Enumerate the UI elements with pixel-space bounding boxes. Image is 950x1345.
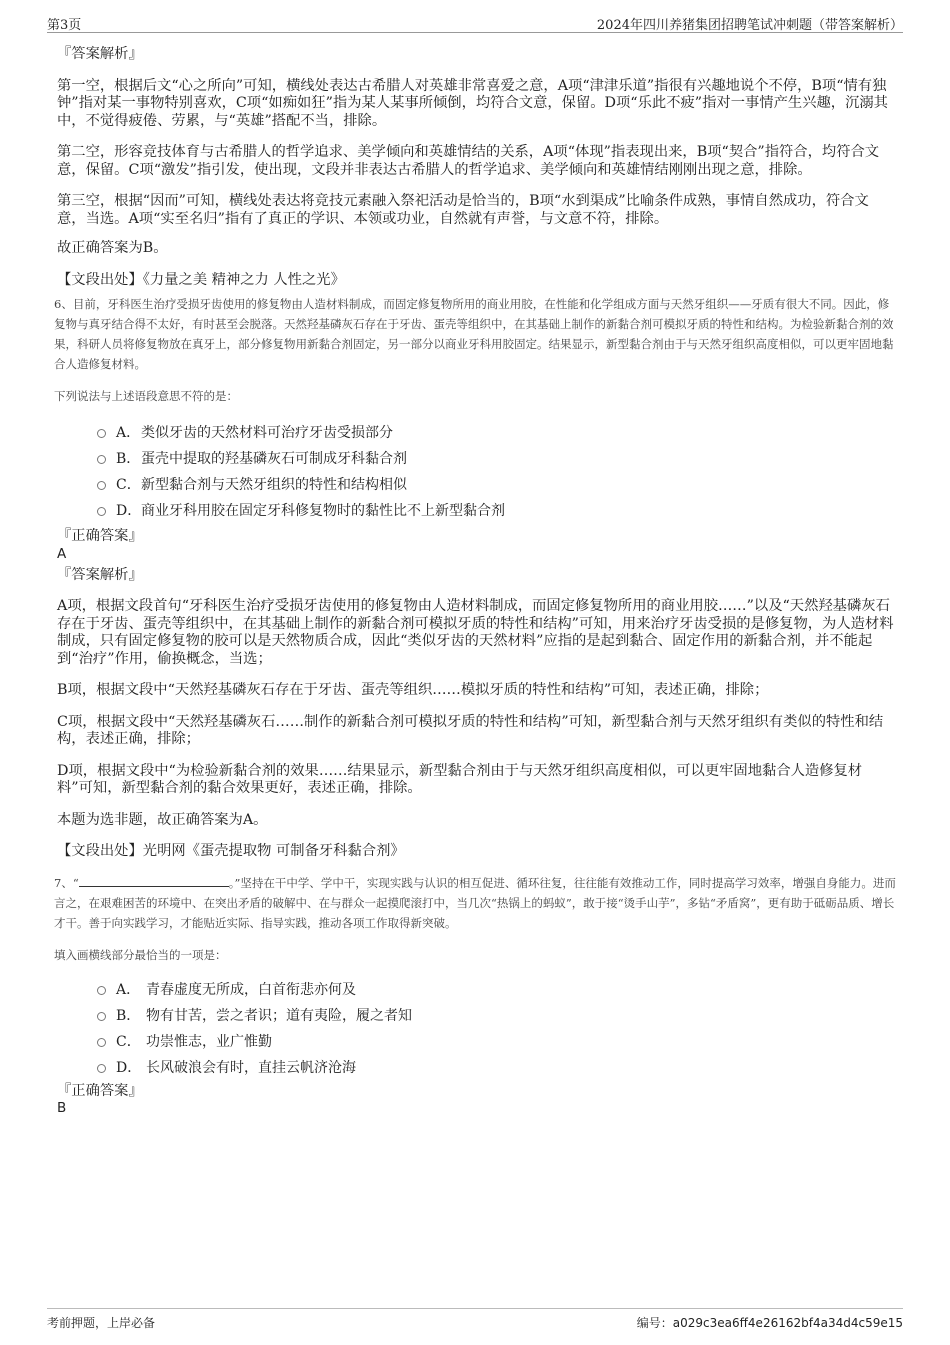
q7-option-b[interactable]: B． 物有甘苦，尝之者识；道有夷险，履之者知: [0, 1003, 897, 1029]
q7-prompt: 填入画横线部分最恰当的一项是：: [54, 947, 227, 962]
q6-analysis-d: D项，根据文段中“为检验新黏合剂的效果……结果显示，新型黏合剂由于与天然牙组织高度相似，可以更牢固地黏合人造修复材料”可知，新型黏合剂的黏合效果更好，表述正确，排除。: [57, 762, 863, 796]
radio-icon[interactable]: [97, 455, 106, 464]
q5-analysis-para-2: 第二空，形容竞技体育与古希腊人的哲学追求、美学倾向和英雄情结的关系，A项“体现”指表现出来，B项“契合”指符合，均符合文意，保留。C项“激发”指引发，使出现，文段并非表达古希腊人的哲学追求、美学倾向和英雄情结刚刚出现之意，排除。: [57, 144, 880, 178]
q6-analysis-c: C项，根据文段中“天然羟基磷灰石……制作的新黏合剂可模拟牙质的特性和结构”可知，新型黏合剂与天然牙组织有类似的特性和结构，表述正确，排除；: [57, 713, 884, 747]
q5-conclusion: 故正确答案为B。: [57, 240, 168, 256]
q5-source: 【文段出处】《力量之美 精神之力 人性之光》: [57, 271, 345, 288]
q6-option-a[interactable]: A． 类似牙齿的天然材料可治疗牙齿受损部分: [0, 420, 897, 446]
radio-icon[interactable]: [97, 986, 106, 995]
q6-stem: 6、目前，牙科医生治疗受损牙齿使用的修复物由人造材料制成，而固定修复物所用的商业用胶，在性能和化学组成方面与天然牙组织——牙质有很大不同。因此，修复物与真牙结合得不太好，有时甚至会脱落。天然羟基磷灰石存在于牙齿、蛋壳等组织中，在其基础上制作的新黏合剂可模拟牙质的特性和结构。为检验新黏合剂的效果，科研人员将修复物放在真牙上，部分修复物用新黏合剂固定，另一部分以商业牙科用胶固定。结果显示，新型黏合剂由于与天然牙组织高度相似，可以更牢固地黏合人造修复材料。: [54, 297, 894, 371]
q6-prompt: 下列说法与上述语段意思不符的是：: [54, 389, 238, 403]
q6-analysis-label: 『答案解析』: [57, 566, 143, 583]
answer-blank: [79, 875, 229, 887]
radio-icon[interactable]: [97, 1064, 106, 1073]
q7-option-d[interactable]: D． 长风破浪会有时，直挂云帆济沧海: [0, 1055, 897, 1081]
page-footer: [47, 1308, 903, 1339]
q6-analysis-a: A项，根据文段首句“牙科医生治疗受损牙齿使用的修复物由人造材料制成，而固定修复物所用的商业用胶……”以及“天然羟基磷灰石存在于牙齿、蛋壳等组织中，在其基础上制作的新黏合剂可模拟牙质的特性和结构”可知，用来治疗牙齿受损的是修复物，为人造材料制成，只有固定修复物的胶可以是天然物质合成，因此“类似牙齿的天然材料”应指的是起到黏合、固定作用的新黏合剂，并不能起到“治疗”作用，偷换概念，当选；: [57, 598, 894, 667]
q5-analysis-label: 『答案解析』: [57, 46, 143, 62]
q5-analysis-para-1: 第一空，根据后文“心之所向”可知，横线处表达古希腊人对英雄非常喜爱之意，A项“津津乐道”指很有兴趣地说个不停，B项“情有独钟”指对某一事物特别喜欢，C项“如痴如狂”指为某人某事所倾倒，均符合文意，保留。D项“乐此不疲”指对一事情产生兴趣，沉溺其中，不觉得疲倦、劳累，与“英雄”搭配不当，排除。: [57, 77, 888, 129]
radio-icon[interactable]: [97, 507, 106, 516]
q7-option-a[interactable]: A． 青春虚度无所成，白首衔悲亦何及: [0, 977, 897, 1003]
q6-option-c[interactable]: C． 新型黏合剂与天然牙组织的特性和结构相似: [0, 472, 897, 498]
q6-option-d[interactable]: D． 商业牙科用胶在固定牙科修复物时的黏性比不上新型黏合剂: [0, 498, 897, 524]
page-content: [54, 46, 897, 1117]
q5-analysis-para-3: 第三空，根据“因而”可知，横线处表达将竞技元素融入祭祀活动是恰当的，B项“水到渠成”比喻条件成熟，事情自然成功，符合文意，当选。A项“实至名归”指有了真正的学识、本领或功业，自然就有声誉，与文意不符，排除。: [57, 193, 869, 227]
document-code: 编号：a029c3ea6ff4e26162bf4a34d4c59e15: [636, 1316, 903, 1330]
document-title: 2024年四川养猪集团招聘笔试冲刺题（带答案解析）: [596, 18, 903, 33]
q6-source: 【文段出处】光明网《蛋壳提取物 可制备牙科黏合剂》: [57, 843, 405, 859]
q6-analysis-b: B项，根据文段中“天然羟基磷灰石存在于牙齿、蛋壳等组织……模拟牙质的特性和结构”可知，表述正确，排除；: [57, 682, 769, 698]
radio-icon[interactable]: [97, 1038, 106, 1047]
q6-correct-label: 『正确答案』: [57, 528, 143, 544]
q7-option-c[interactable]: C． 功崇惟志，业广惟勤: [0, 1029, 897, 1055]
footer-slogan: 考前押题，上岸必备: [47, 1316, 156, 1330]
radio-icon[interactable]: [97, 1012, 106, 1021]
q6-correct-answer: A: [57, 545, 67, 562]
q7-options: [57, 977, 897, 1081]
radio-icon[interactable]: [97, 481, 106, 490]
q6-conclusion: 本题为选非题，故正确答案为A。: [57, 811, 268, 828]
q6-options: [57, 420, 897, 524]
page-number: 第3页: [47, 18, 82, 33]
q7-correct-label: 『正确答案』: [57, 1082, 143, 1099]
page-header: [47, 12, 903, 33]
q7-stem: 7、“ 。”坚持在干中学、学中干，实现实践与认识的相互促进、循环往复，往往能有效推动工作，同时提高学习效率，增强自身能力。进而言之，在艰难困苦的环境中、在突出矛盾的破解中、在与群众一起摸爬滚打中，当几次“热锅上的蚂蚁”，敢于接“烫手山芋”，多钻“矛盾窝”，更有助于砥砺品质、增长才干。善于向实践学习，才能贴近实际、指导实践，推动各项工作取得新突破。: [54, 875, 896, 930]
radio-icon[interactable]: [97, 429, 106, 438]
q7-correct-answer: B: [57, 1100, 67, 1116]
q6-option-b[interactable]: B． 蛋壳中提取的羟基磷灰石可制成牙科黏合剂: [0, 446, 897, 472]
